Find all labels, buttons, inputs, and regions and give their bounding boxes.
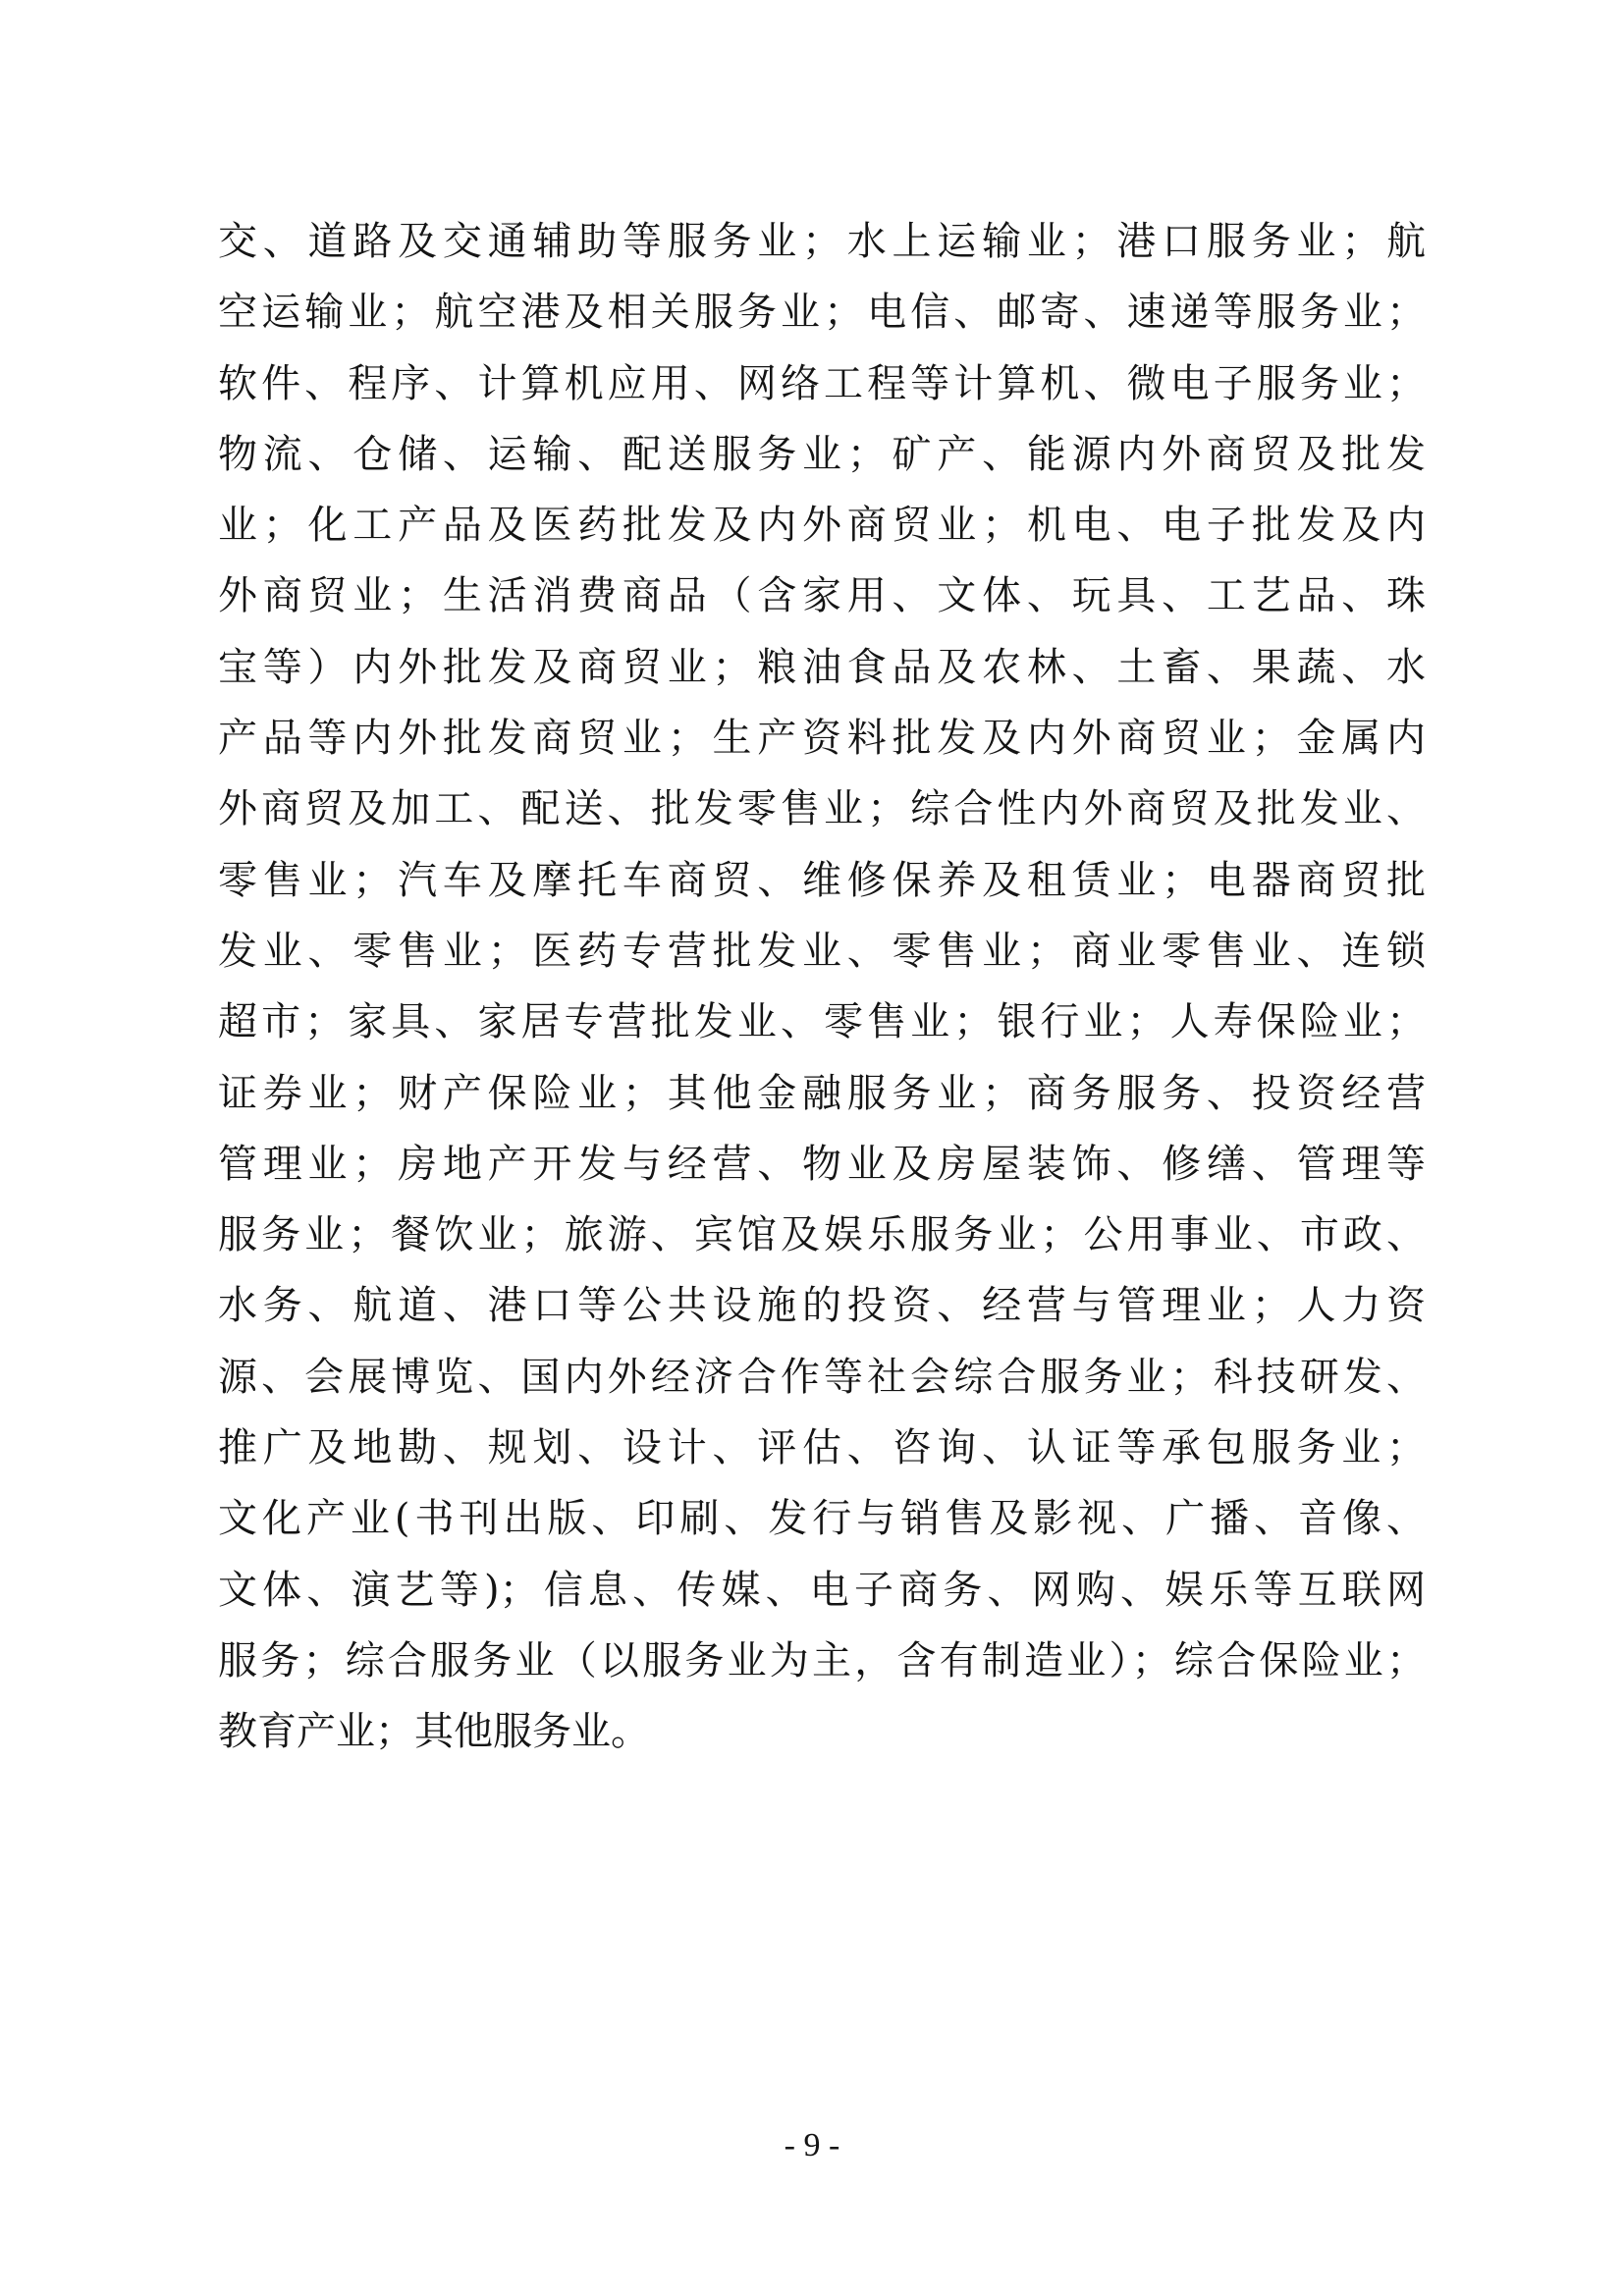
text-line: 服务；综合服务业（以服务业为主，含有制造业）；综合保险业； — [218, 1637, 1426, 1683]
text-line: 超市；家具、家居专营批发业、零售业；银行业；人寿保险业； — [218, 999, 1426, 1045]
text-line: 发业、零售业；医药专营批发业、零售业；商业零售业、连锁 — [218, 928, 1426, 974]
text-line: 教育产业；其他服务业。 — [218, 1709, 650, 1755]
text-line: 交、道路及交通辅助等服务业；水上运输业；港口服务业；航 — [218, 219, 1426, 264]
text-line: 业；化工产品及医药批发及内外商贸业；机电、电子批发及内 — [218, 503, 1426, 549]
text-line: 证券业；财产保险业；其他金融服务业；商务服务、投资经营 — [218, 1070, 1426, 1116]
text-line: 文体、演艺等)；信息、传媒、电子商务、网购、娱乐等互联网 — [218, 1567, 1426, 1613]
text-line: 软件、程序、计算机应用、网络工程等计算机、微电子服务业； — [218, 360, 1426, 406]
text-line: 源、会展博览、国内外经济合作等社会综合服务业；科技研发、 — [218, 1354, 1426, 1400]
text-line: 零售业；汽车及摩托车商贸、维修保养及租赁业；电器商贸批 — [218, 857, 1426, 903]
text-line: 宝等）内外批发及商贸业；粮油食品及农林、土畜、果蔬、水 — [218, 644, 1426, 690]
text-line: 物流、仓储、运输、配送服务业；矿产、能源内外商贸及批发 — [218, 431, 1426, 477]
text-line: 文化产业(书刊出版、印刷、发行与销售及影视、广播、音像、 — [218, 1496, 1426, 1542]
text-line: 空运输业；航空港及相关服务业；电信、邮寄、速递等服务业； — [218, 290, 1426, 336]
text-line: 服务业；餐饮业；旅游、宾馆及娱乐服务业；公用事业、市政、 — [218, 1212, 1426, 1258]
text-line: 外商贸业；生活消费商品（含家用、文体、玩具、工艺品、珠 — [218, 573, 1426, 619]
body-paragraph — [218, 206, 1426, 1768]
text-line: 外商贸及加工、配送、批发零售业；综合性内外商贸及批发业、 — [218, 786, 1426, 832]
page-number: - 9 - — [784, 2127, 840, 2163]
text-line: 产品等内外批发商贸业；生产资料批发及内外商贸业；金属内 — [218, 716, 1426, 762]
text-line: 推广及地勘、规划、设计、评估、咨询、认证等承包服务业； — [218, 1425, 1426, 1471]
text-line: 管理业；房地产开发与经营、物业及房屋装饰、修缮、管理等 — [218, 1141, 1426, 1187]
text-line: 水务、航道、港口等公共设施的投资、经营与管理业；人力资 — [218, 1283, 1426, 1329]
